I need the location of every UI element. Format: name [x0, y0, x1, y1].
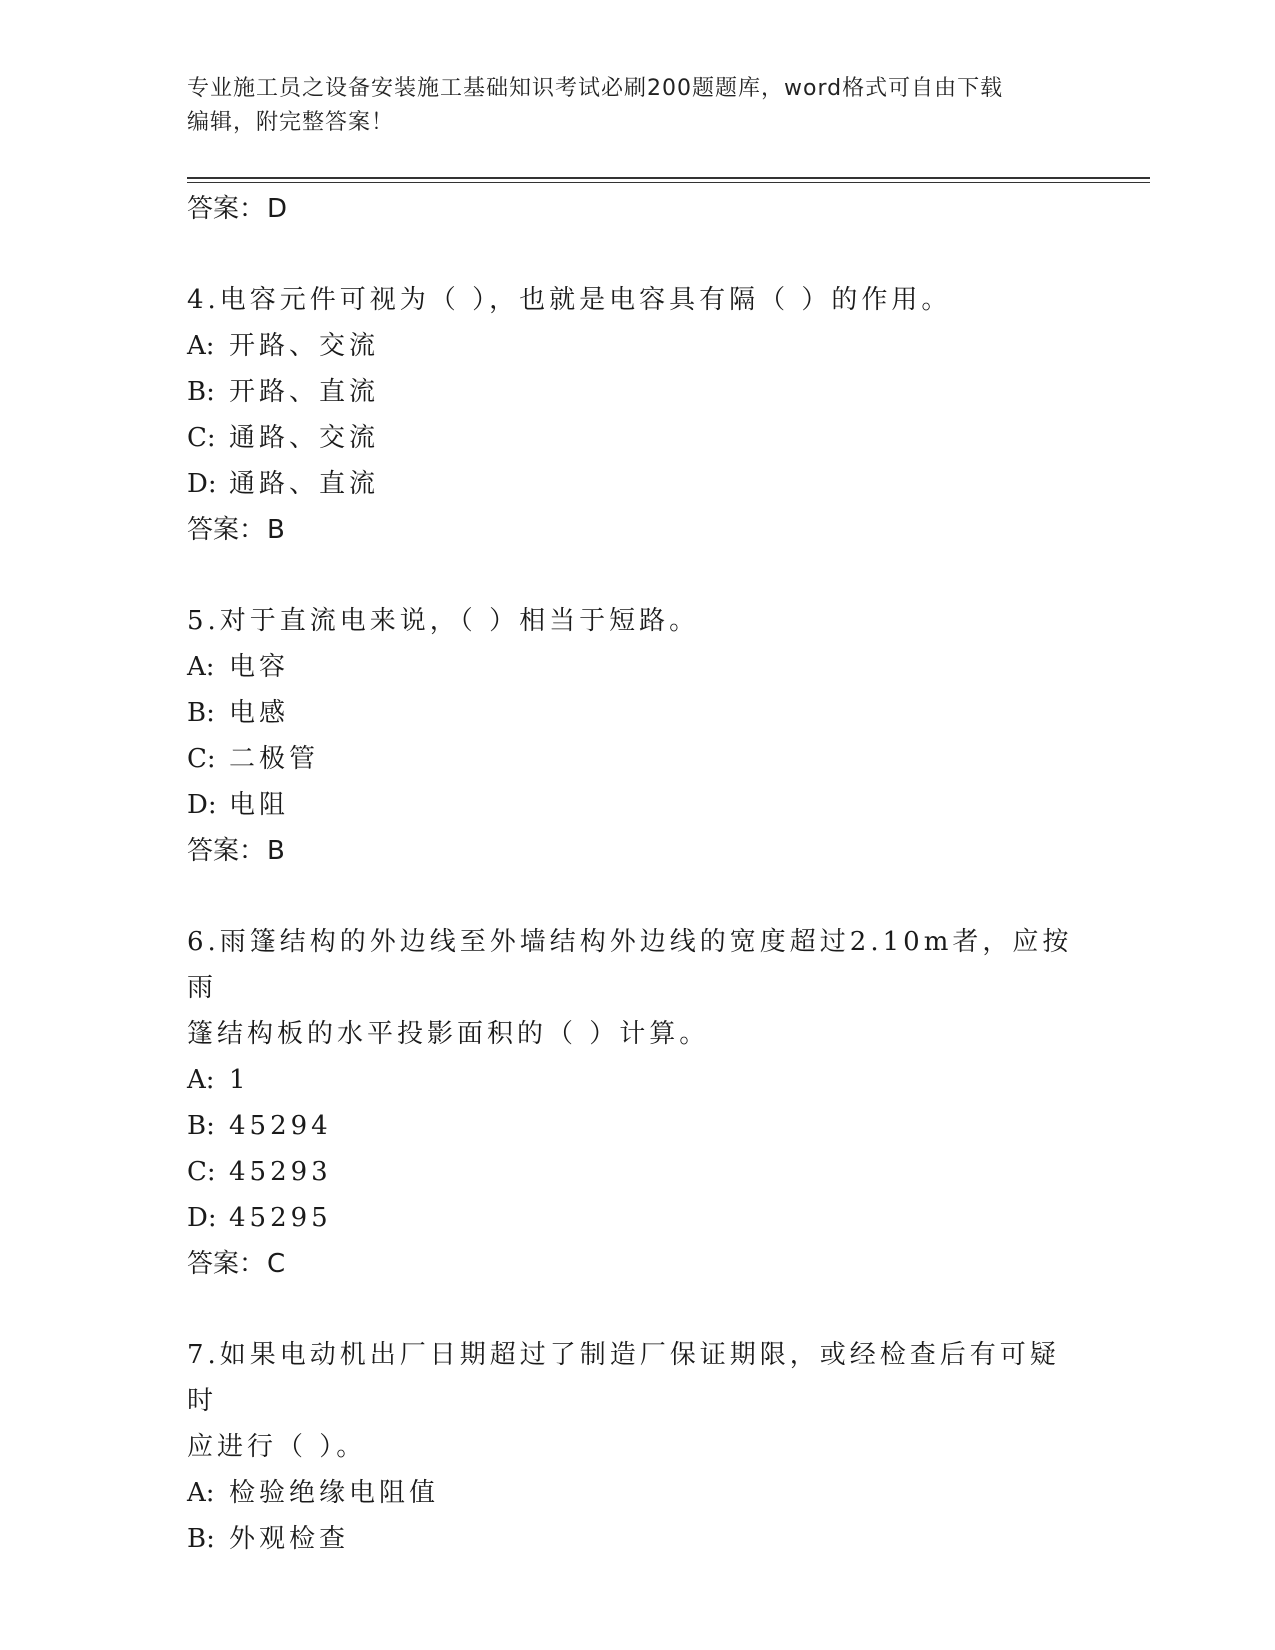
answer-line: 答案：B: [187, 836, 285, 866]
question-block-5: [187, 598, 1087, 874]
question-text-line-2: 应进行（ ）。: [187, 1432, 367, 1462]
header-divider-thick: [187, 177, 1150, 179]
document-header: [187, 72, 1067, 140]
answer-line-previous: [187, 186, 1087, 232]
answer-value: D: [267, 194, 288, 224]
answer-line: 答案：C: [187, 1249, 286, 1279]
option-a: A: 检验绝缘电阻值: [187, 1478, 440, 1508]
header-divider-thin: [187, 182, 1150, 183]
question-text-line-1: 6.雨篷结构的外边线至外墙结构外边线的宽度超过2.10m者，应按雨: [187, 927, 1073, 1003]
header-line-2: 编辑，附完整答案！: [187, 110, 395, 135]
answer-label: 答案：: [187, 194, 266, 224]
option-c: C: 45293: [187, 1157, 332, 1187]
option-c: C: 二极管: [187, 744, 320, 774]
answer-line: 答案：B: [187, 515, 285, 545]
option-d: D: 通路、直流: [187, 469, 380, 499]
question-list: [187, 186, 1087, 1562]
question-block-6: [187, 919, 1087, 1287]
question-text: 4.电容元件可视为（ ），也就是电容具有隔（ ）的作用。: [187, 285, 952, 315]
option-a: A: 开路、交流: [187, 331, 380, 361]
option-b: B: 开路、直流: [187, 377, 380, 407]
option-a: A: 1: [187, 1065, 250, 1095]
option-b: B: 外观检查: [187, 1524, 350, 1554]
question-text-line-2: 篷结构板的水平投影面积的（ ）计算。: [187, 1019, 710, 1049]
option-a: A: 电容: [187, 652, 290, 682]
option-b: B: 45294: [187, 1111, 332, 1141]
question-block-7: [187, 1332, 1087, 1562]
question-text-line-1: 7.如果电动机出厂日期超过了制造厂保证期限，或经检查后有可疑时: [187, 1340, 1060, 1416]
option-d: D: 电阻: [187, 790, 290, 820]
option-b: B: 电感: [187, 698, 290, 728]
option-c: C: 通路、交流: [187, 423, 380, 453]
question-block-4: [187, 277, 1087, 553]
header-line-1: 专业施工员之设备安装施工基础知识考试必刷200题题库，word格式可自由下载: [187, 76, 1004, 101]
question-text: 5.对于直流电来说，（ ）相当于短路。: [187, 606, 700, 636]
option-d: D: 45295: [187, 1203, 332, 1233]
